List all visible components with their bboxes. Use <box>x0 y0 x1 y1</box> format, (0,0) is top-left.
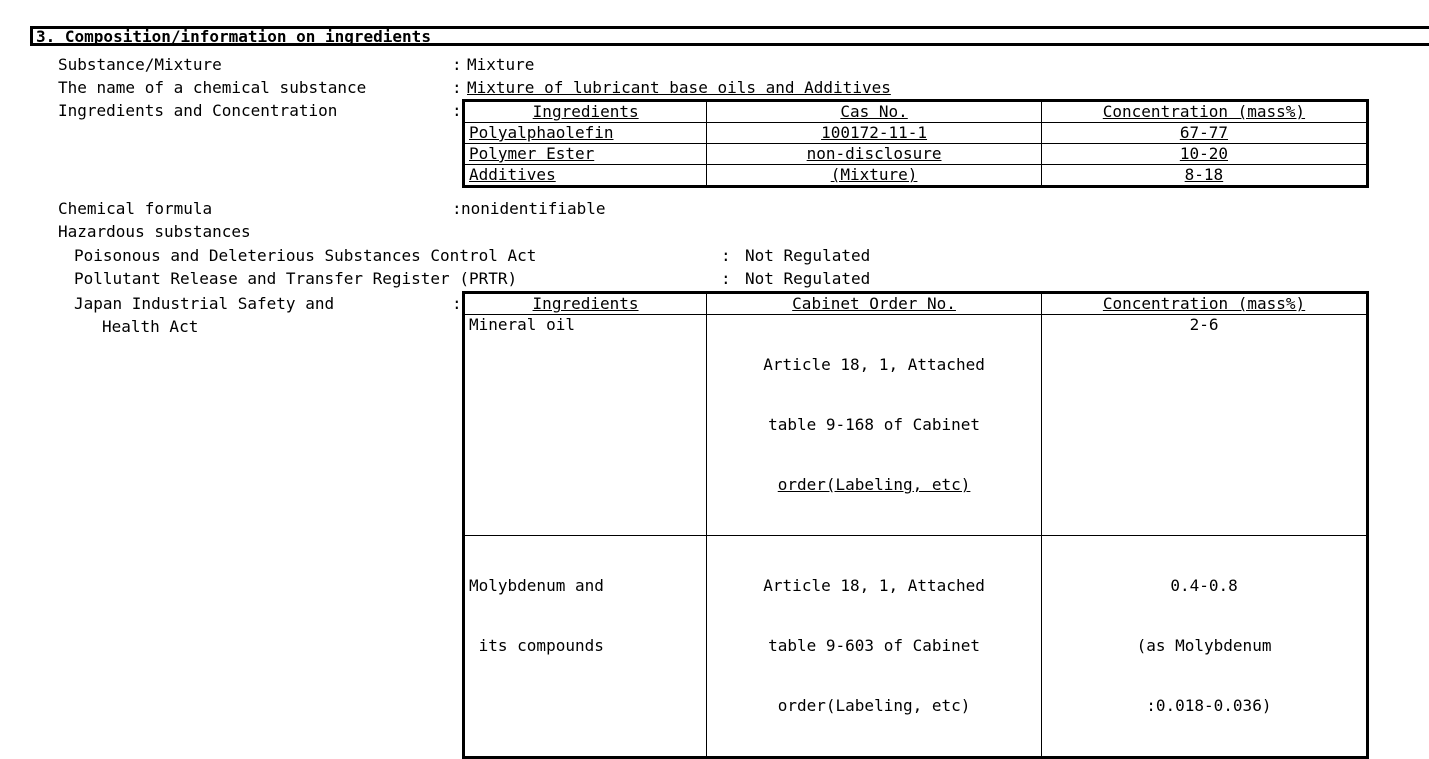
cell-concentration <box>1042 536 1368 758</box>
table-row <box>464 536 1368 758</box>
cell-line: Article 18, 1, Attached <box>763 576 985 595</box>
col-header-cabinet-order: Cabinet Order No. <box>707 293 1042 315</box>
table-row <box>464 315 1368 536</box>
poisonous-label: Poisonous and Deleterious Substances Control Act <box>74 246 537 265</box>
cell-concentration <box>1042 315 1368 536</box>
prtr-sep: : <box>721 269 731 288</box>
cell-line: Article 18, 1, Attached <box>763 355 985 374</box>
cell-cas: 100172-11-1 <box>707 123 1042 144</box>
cell-ingredient <box>464 315 707 536</box>
cell-line: Molybdenum and <box>469 576 604 595</box>
cell-ingredient <box>464 536 707 758</box>
col-header-concentration: Concentration (mass%) <box>1042 293 1368 315</box>
ingredients-conc-sep: : <box>452 101 462 120</box>
cell-line: 2-6 <box>1189 315 1219 334</box>
cell-line: table 9-603 of Cabinet <box>768 636 981 655</box>
poisonous-value: Not Regulated <box>745 246 871 265</box>
cell-cabinet-order <box>707 315 1042 536</box>
cabinet-order-table <box>462 291 1369 759</box>
col-header-ingredients: Ingredients <box>464 293 707 315</box>
chemical-formula-value: nonidentifiable <box>461 199 606 218</box>
cell-cas: (Mixture) <box>707 165 1042 187</box>
chemical-formula-sep: : <box>452 199 462 218</box>
chemical-name-label: The name of a chemical substance <box>58 78 367 97</box>
poisonous-sep: : <box>721 246 731 265</box>
ingredients-conc-label: Ingredients and Concentration <box>58 101 338 120</box>
section-title: 3. Composition/information on ingredients <box>36 27 431 46</box>
ingredients-table <box>462 99 1369 188</box>
table-header-row <box>464 101 1368 123</box>
table-row <box>464 123 1368 144</box>
cell-line: :0.018-0.036) <box>1136 696 1272 715</box>
cell-concentration: 8-18 <box>1041 165 1367 187</box>
cell-concentration: 67-77 <box>1041 123 1367 144</box>
cell-line: (as Molybdenum <box>1136 636 1272 655</box>
col-header-cas: Cas No. <box>707 101 1042 123</box>
table-header-row <box>464 293 1368 315</box>
chemical-name-sep: : <box>452 78 462 97</box>
substance-mixture-value: Mixture <box>467 55 535 74</box>
cell-line: its compounds <box>469 636 604 655</box>
cell-cas: non-disclosure <box>707 144 1042 165</box>
cell-line: table 9-168 of Cabinet <box>768 415 981 434</box>
prtr-value: Not Regulated <box>745 269 871 288</box>
chemical-name-value: Mixture of lubricant base oils and Additives <box>467 78 891 97</box>
japan-isha-label-line1: Japan Industrial Safety and <box>74 294 335 313</box>
cell-ingredient: Polyalphaolefin <box>464 123 707 144</box>
cell-cabinet-order <box>707 536 1042 758</box>
cell-line: order(Labeling, etc) <box>777 475 971 494</box>
chemical-formula-label: Chemical formula <box>58 199 213 218</box>
col-header-concentration: Concentration (mass%) <box>1041 101 1367 123</box>
substance-mixture-label: Substance/Mixture <box>58 55 222 74</box>
cell-concentration: 10-20 <box>1041 144 1367 165</box>
table-row <box>464 144 1368 165</box>
japan-isha-sep: : <box>452 294 462 313</box>
hazardous-label: Hazardous substances <box>58 222 251 241</box>
cell-line: 0.4-0.8 <box>1170 576 1238 595</box>
prtr-label: Pollutant Release and Transfer Register (PRTR) <box>74 269 518 288</box>
table-row <box>464 165 1368 187</box>
cell-ingredient: Additives <box>464 165 707 187</box>
cell-line: order(Labeling, etc) <box>777 696 971 715</box>
cell-line: Mineral oil <box>469 315 575 334</box>
col-header-ingredients: Ingredients <box>464 101 707 123</box>
japan-isha-label-line2: Health Act <box>102 317 199 336</box>
substance-mixture-sep: : <box>452 55 462 74</box>
cell-ingredient: Polymer Ester <box>464 144 707 165</box>
